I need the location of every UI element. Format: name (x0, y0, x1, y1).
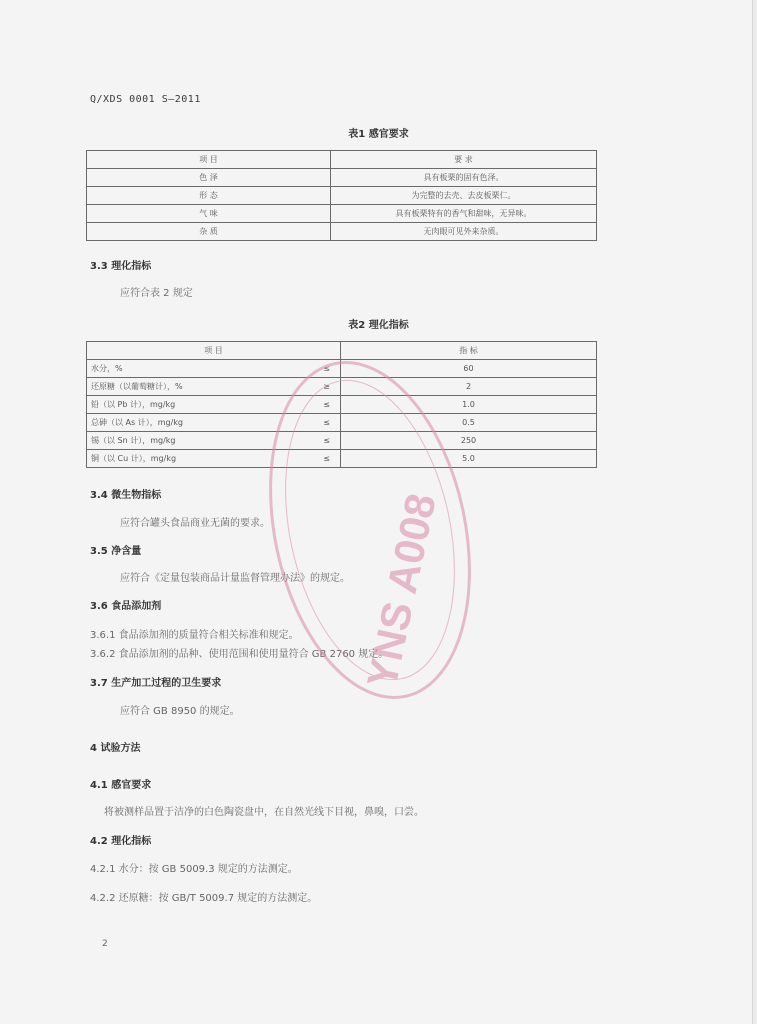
section-text: 应符合罐头食品商业无菌的要求。 (120, 518, 270, 529)
comparator-cell: ≤ (297, 432, 340, 450)
table-cell: 杂 质 (87, 223, 331, 241)
table-header-cell: 项 目 (87, 151, 331, 169)
section-heading: 3.3 理化指标 (90, 261, 152, 272)
comparator-cell: ≤ (297, 450, 340, 468)
section-text: 应符合表 2 规定 (120, 288, 193, 299)
table-cell: 为完整的去壳、去皮板栗仁。 (331, 187, 597, 205)
section-heading: 4 试验方法 (90, 743, 141, 754)
table-header-cell: 要 求 (331, 151, 597, 169)
table1-caption: 表1 感官要求 (348, 129, 409, 140)
table-cell: 0.5 (341, 414, 597, 432)
comparator-cell: ≤ (297, 414, 340, 432)
table-cell: 色 泽 (87, 169, 331, 187)
section-text: 应符合 GB 8950 的规定。 (120, 706, 240, 717)
section-text: 将被测样品置于洁净的白色陶瓷盘中，在自然光线下目视，鼻嗅，口尝。 (104, 807, 424, 818)
table-row (87, 432, 597, 450)
svg-text:YNS A008: YNS A008 (357, 489, 445, 692)
section-heading: 3.5 净含量 (90, 546, 142, 557)
section-heading: 3.4 微生物指标 (90, 490, 162, 501)
table-row (87, 187, 597, 205)
table-header-cell: 项 目 (87, 342, 341, 360)
table-row (87, 414, 597, 432)
comparator-cell: ≥ (297, 378, 340, 396)
table-cell: 水分，% (87, 360, 298, 378)
list-item: 4.2.2 还原糖：按 GB/T 5009.7 规定的方法测定。 (90, 893, 318, 904)
table-cell: 还原糖（以葡萄糖计），% (87, 378, 298, 396)
table-cell: 具有板栗的固有色泽。 (331, 169, 597, 187)
table-cell: 铜（以 Cu 计），mg/kg (87, 450, 298, 468)
page-number: 2 (102, 939, 108, 949)
table-row (87, 360, 597, 378)
section-text: 应符合《定量包装商品计量监督管理办法》的规定。 (120, 573, 350, 584)
table-row (87, 450, 597, 468)
sensory-table (86, 150, 597, 241)
list-item: 3.6.2 食品添加剂的品种、使用范围和使用量符合 GB 2760 规定。 (90, 649, 389, 660)
comparator-cell: ≤ (297, 360, 340, 378)
table-row (87, 169, 597, 187)
list-item: 4.2.1 水分：按 GB 5009.3 规定的方法测定。 (90, 864, 298, 875)
table-row (87, 223, 597, 241)
section-heading: 3.7 生产加工过程的卫生要求 (90, 678, 222, 689)
table-cell: 60 (341, 360, 597, 378)
section-heading: 4.1 感官要求 (90, 780, 152, 791)
table-row (87, 396, 597, 414)
table-header-cell: 指 标 (341, 342, 597, 360)
list-item: 3.6.1 食品添加剂的质量符合相关标准和规定。 (90, 630, 299, 641)
doc-id: Q/XDS 0001 S—2011 (90, 94, 201, 105)
table-cell: 5.0 (341, 450, 597, 468)
section-heading: 4.2 理化指标 (90, 836, 152, 847)
table-cell: 无肉眼可见外来杂质。 (331, 223, 597, 241)
table-row (87, 205, 597, 223)
physicochemical-table (86, 341, 597, 468)
section-heading: 3.6 食品添加剂 (90, 601, 162, 612)
table-cell: 2 (341, 378, 597, 396)
table-cell: 铅（以 Pb 计），mg/kg (87, 396, 298, 414)
table-header-row (87, 342, 597, 360)
table-cell: 具有板栗特有的香气和甜味，无异味。 (331, 205, 597, 223)
table-cell: 250 (341, 432, 597, 450)
table-cell: 气 味 (87, 205, 331, 223)
table-cell: 总砷（以 As 计），mg/kg (87, 414, 298, 432)
table-cell: 形 态 (87, 187, 331, 205)
table2-caption: 表2 理化指标 (348, 320, 409, 331)
table-row (87, 378, 597, 396)
table-cell: 1.0 (341, 396, 597, 414)
table-cell: 锡（以 Sn 计），mg/kg (87, 432, 298, 450)
table-header-row (87, 151, 597, 169)
comparator-cell: ≤ (297, 396, 340, 414)
